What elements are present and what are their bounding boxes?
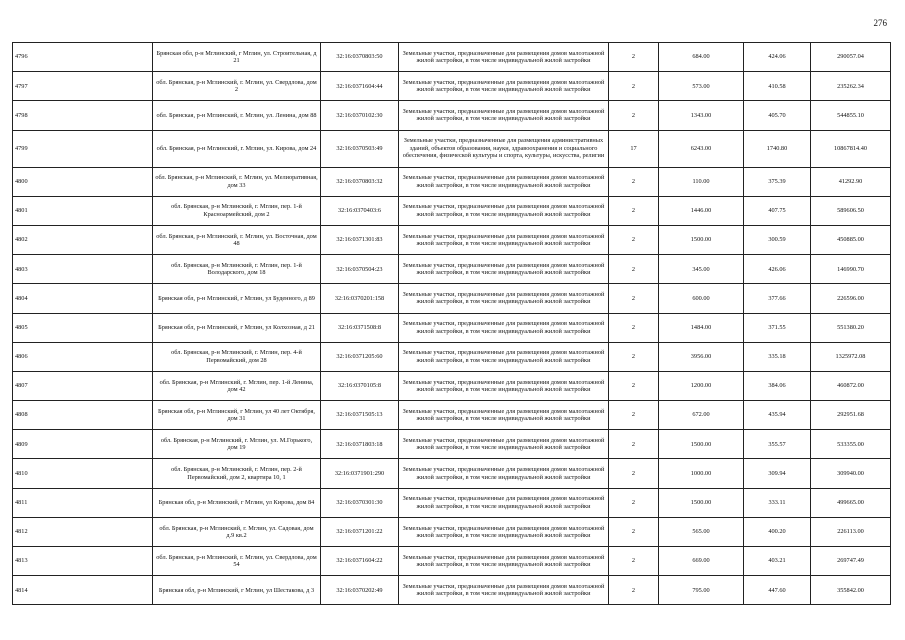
land-use-cell: Земельные участки, предназначенные для размещения домов малоэтажной жилой застройки, в том числе индивидуальной жилой застройки — [399, 342, 609, 371]
group-cell: 2 — [609, 43, 659, 72]
specific-value-cell: 371.55 — [744, 313, 811, 342]
row-number: 4805 — [13, 313, 153, 342]
table-row — [13, 547, 891, 576]
area-cell: 669.00 — [659, 547, 744, 576]
area-cell: 672.00 — [659, 401, 744, 430]
area-cell: 1500.00 — [659, 225, 744, 254]
address-cell: Брянская обл, р-н Мглинский, г Мглин, ул 40 лет Октября, дом 31 — [153, 401, 321, 430]
specific-value-cell: 403.21 — [744, 547, 811, 576]
group-cell: 2 — [609, 255, 659, 284]
cadastral-value-cell: 499665.00 — [811, 488, 891, 517]
specific-value-cell: 400.20 — [744, 517, 811, 546]
cadastral-number-cell: 32:16:0370102:30 — [321, 101, 399, 130]
area-cell: 1500.00 — [659, 430, 744, 459]
cadastral-value-cell: 533355.00 — [811, 430, 891, 459]
table-row — [13, 130, 891, 167]
group-cell: 2 — [609, 342, 659, 371]
cadastral-value-cell: 450885.00 — [811, 225, 891, 254]
specific-value-cell: 333.11 — [744, 488, 811, 517]
area-cell: 1484.00 — [659, 313, 744, 342]
page-number: 276 — [873, 18, 887, 28]
area-cell: 1446.00 — [659, 196, 744, 225]
group-cell: 2 — [609, 72, 659, 101]
address-cell: Брянская обл, р-н Мглинский, г Мглин, ул Шестакова, д 3 — [153, 576, 321, 605]
area-cell: 345.00 — [659, 255, 744, 284]
row-number: 4808 — [13, 401, 153, 430]
address-cell: Брянская обл, р-н Мглинский, г Мглин, ул. Строительная, д 21 — [153, 43, 321, 72]
row-number: 4810 — [13, 459, 153, 488]
table-row — [13, 401, 891, 430]
land-use-cell: Земельные участки, предназначенные для размещения домов малоэтажной жилой застройки, в том числе индивидуальной жилой застройки — [399, 255, 609, 284]
cadastral-number-cell: 32:16:0370202:49 — [321, 576, 399, 605]
land-use-cell: Земельные участки, предназначенные для размещения домов малоэтажной жилой застройки, в том числе индивидуальной жилой застройки — [399, 225, 609, 254]
specific-value-cell: 447.60 — [744, 576, 811, 605]
area-cell: 1343.00 — [659, 101, 744, 130]
cadastral-value-cell: 292951.68 — [811, 401, 891, 430]
row-number: 4807 — [13, 371, 153, 400]
cadastral-value-cell: 235262.34 — [811, 72, 891, 101]
group-cell: 2 — [609, 401, 659, 430]
area-cell: 6243.00 — [659, 130, 744, 167]
land-use-cell: Земельные участки, предназначенные для размещения домов малоэтажной жилой застройки, в том числе индивидуальной жилой застройки — [399, 313, 609, 342]
cadastral-value-cell: 226596.00 — [811, 284, 891, 313]
area-cell: 3956.00 — [659, 342, 744, 371]
cadastral-value-cell: 269747.49 — [811, 547, 891, 576]
cadastral-number-cell: 32:16:0371201:22 — [321, 517, 399, 546]
area-cell: 795.00 — [659, 576, 744, 605]
row-number: 4812 — [13, 517, 153, 546]
address-cell: обл. Брянская, р-н Мглинский, г. Мглин, ул. Свердлова, дом 2 — [153, 72, 321, 101]
table-row — [13, 101, 891, 130]
area-cell: 600.00 — [659, 284, 744, 313]
address-cell: Брянская обл, р-н Мглинский, г Мглин, ул Колхозная, д 21 — [153, 313, 321, 342]
group-cell: 2 — [609, 225, 659, 254]
cadastral-value-cell: 309940.00 — [811, 459, 891, 488]
land-use-cell: Земельные участки, предназначенные для размещения домов малоэтажной жилой застройки, в том числе индивидуальной жилой застройки — [399, 401, 609, 430]
table-row — [13, 72, 891, 101]
table-row — [13, 459, 891, 488]
cadastral-value-cell: 146990.70 — [811, 255, 891, 284]
row-number: 4801 — [13, 196, 153, 225]
specific-value-cell: 405.70 — [744, 101, 811, 130]
specific-value-cell: 435.94 — [744, 401, 811, 430]
cadastral-value-table — [12, 42, 891, 605]
group-cell: 2 — [609, 517, 659, 546]
cadastral-value-cell: 226113.00 — [811, 517, 891, 546]
row-number: 4797 — [13, 72, 153, 101]
group-cell: 2 — [609, 488, 659, 517]
specific-value-cell: 407.75 — [744, 196, 811, 225]
land-use-cell: Земельные участки, предназначенные для размещения домов малоэтажной жилой застройки, в том числе индивидуальной жилой застройки — [399, 547, 609, 576]
group-cell: 2 — [609, 284, 659, 313]
area-cell: 1200.00 — [659, 371, 744, 400]
land-use-cell: Земельные участки, предназначенные для размещения домов малоэтажной жилой застройки, в том числе индивидуальной жилой застройки — [399, 576, 609, 605]
cadastral-number-cell: 32:16:0371301:83 — [321, 225, 399, 254]
cadastral-number-cell: 32:16:0371205:60 — [321, 342, 399, 371]
specific-value-cell: 300.59 — [744, 225, 811, 254]
table-row — [13, 43, 891, 72]
group-cell: 17 — [609, 130, 659, 167]
table-row — [13, 255, 891, 284]
cadastral-value-cell: 10867814.40 — [811, 130, 891, 167]
land-use-cell: Земельные участки, предназначенные для размещения домов малоэтажной жилой застройки, в том числе индивидуальной жилой застройки — [399, 430, 609, 459]
area-cell: 573.00 — [659, 72, 744, 101]
group-cell: 2 — [609, 196, 659, 225]
land-use-cell: Земельные участки, предназначенные для размещения домов малоэтажной жилой застройки, в том числе индивидуальной жилой застройки — [399, 459, 609, 488]
address-cell: обл. Брянская, р-н Мглинский, г. Мглин, ул. Кирова, дом 24 — [153, 130, 321, 167]
address-cell: обл. Брянская, р-н Мглинский, г. Мглин, ул. Восточная, дом 48 — [153, 225, 321, 254]
table-row — [13, 371, 891, 400]
table-row — [13, 342, 891, 371]
address-cell: обл. Брянская, р-н Мглинский, г. Мглин, пер. 4-й Первомайский, дом 28 — [153, 342, 321, 371]
group-cell: 2 — [609, 167, 659, 196]
table-row — [13, 225, 891, 254]
cadastral-value-cell: 589606.50 — [811, 196, 891, 225]
group-cell: 2 — [609, 547, 659, 576]
table-row — [13, 488, 891, 517]
table-body — [13, 43, 891, 605]
cadastral-value-cell: 290057.04 — [811, 43, 891, 72]
cadastral-value-cell: 41292.90 — [811, 167, 891, 196]
cadastral-value-cell: 1325972.08 — [811, 342, 891, 371]
specific-value-cell: 335.18 — [744, 342, 811, 371]
address-cell: обл. Брянская, р-н Мглинский, г. Мглин, пер. 2-й Первомайский, дом 2, квартира 10, 1 — [153, 459, 321, 488]
cadastral-number-cell: 32:16:0371604:44 — [321, 72, 399, 101]
cadastral-value-cell: 551380.20 — [811, 313, 891, 342]
group-cell: 2 — [609, 459, 659, 488]
group-cell: 2 — [609, 101, 659, 130]
table-row — [13, 576, 891, 605]
cadastral-number-cell: 32:16:0370803:50 — [321, 43, 399, 72]
land-use-cell: Земельные участки, предназначенные для размещения административных зданий, объектов образования, науки, здравоохранения и социального обеспечения, физической культуры и спорта, культуры, искусства, религии — [399, 130, 609, 167]
address-cell: обл. Брянская, р-н Мглинский, г. Мглин, пер. 1-й Красноармейский, дом 2 — [153, 196, 321, 225]
land-use-cell: Земельные участки, предназначенные для размещения домов малоэтажной жилой застройки, в том числе индивидуальной жилой застройки — [399, 284, 609, 313]
group-cell: 2 — [609, 430, 659, 459]
address-cell: Брянская обл, р-н Мглинский, г Мглин, ул Кирова, дом 84 — [153, 488, 321, 517]
land-use-cell: Земельные участки, предназначенные для размещения домов малоэтажной жилой застройки, в том числе индивидуальной жилой застройки — [399, 101, 609, 130]
row-number: 4804 — [13, 284, 153, 313]
land-use-cell: Земельные участки, предназначенные для размещения домов малоэтажной жилой застройки, в том числе индивидуальной жилой застройки — [399, 43, 609, 72]
address-cell: обл. Брянская, р-н Мглинский, г. Мглин, ул. Свердлова, дом 54 — [153, 547, 321, 576]
row-number: 4803 — [13, 255, 153, 284]
table-row — [13, 284, 891, 313]
area-cell: 1000.00 — [659, 459, 744, 488]
address-cell: обл. Брянская, р-н Мглинский, г. Мглин, ул. М.Горького, дом 19 — [153, 430, 321, 459]
area-cell: 684.00 — [659, 43, 744, 72]
row-number: 4796 — [13, 43, 153, 72]
specific-value-cell: 309.94 — [744, 459, 811, 488]
cadastral-number-cell: 32:16:0370504:23 — [321, 255, 399, 284]
group-cell: 2 — [609, 576, 659, 605]
row-number: 4806 — [13, 342, 153, 371]
specific-value-cell: 1740.80 — [744, 130, 811, 167]
land-use-cell: Земельные участки, предназначенные для размещения домов малоэтажной жилой застройки, в том числе индивидуальной жилой застройки — [399, 517, 609, 546]
row-number: 4813 — [13, 547, 153, 576]
cadastral-number-cell: 32:16:0370803:32 — [321, 167, 399, 196]
cadastral-value-cell: 355842.00 — [811, 576, 891, 605]
row-number: 4809 — [13, 430, 153, 459]
table-row — [13, 517, 891, 546]
specific-value-cell: 424.06 — [744, 43, 811, 72]
cadastral-number-cell: 32:16:0371604:22 — [321, 547, 399, 576]
cadastral-number-cell: 32:16:0371803:18 — [321, 430, 399, 459]
cadastral-number-cell: 32:16:0371901:290 — [321, 459, 399, 488]
group-cell: 2 — [609, 371, 659, 400]
group-cell: 2 — [609, 313, 659, 342]
land-use-cell: Земельные участки, предназначенные для размещения домов малоэтажной жилой застройки, в том числе индивидуальной жилой застройки — [399, 72, 609, 101]
land-use-cell: Земельные участки, предназначенные для размещения домов малоэтажной жилой застройки, в том числе индивидуальной жилой застройки — [399, 488, 609, 517]
address-cell: обл. Брянская, р-н Мглинский, г. Мглин, пер. 1-й Ленина, дом 42 — [153, 371, 321, 400]
land-use-cell: Земельные участки, предназначенные для размещения домов малоэтажной жилой застройки, в том числе индивидуальной жилой застройки — [399, 196, 609, 225]
row-number: 4802 — [13, 225, 153, 254]
row-number: 4811 — [13, 488, 153, 517]
area-cell: 110.00 — [659, 167, 744, 196]
cadastral-number-cell: 32:16:0370403:6 — [321, 196, 399, 225]
row-number: 4798 — [13, 101, 153, 130]
land-use-cell: Земельные участки, предназначенные для размещения домов малоэтажной жилой застройки, в том числе индивидуальной жилой застройки — [399, 167, 609, 196]
cadastral-number-cell: 32:16:0370105:8 — [321, 371, 399, 400]
row-number: 4799 — [13, 130, 153, 167]
address-cell: обл. Брянская, р-н Мглинский, г. Мглин, ул. Ленина, дом 88 — [153, 101, 321, 130]
cadastral-number-cell: 32:16:0370503:49 — [321, 130, 399, 167]
cadastral-number-cell: 32:16:0371508:8 — [321, 313, 399, 342]
table-row — [13, 430, 891, 459]
cadastral-value-cell: 544855.10 — [811, 101, 891, 130]
cadastral-number-cell: 32:16:0370201:158 — [321, 284, 399, 313]
specific-value-cell: 426.06 — [744, 255, 811, 284]
specific-value-cell: 384.06 — [744, 371, 811, 400]
specific-value-cell: 410.58 — [744, 72, 811, 101]
address-cell: обл. Брянская, р-н Мглинский, г. Мглин, ул. Мелиоративная, дом 33 — [153, 167, 321, 196]
land-use-cell: Земельные участки, предназначенные для размещения домов малоэтажной жилой застройки, в том числе индивидуальной жилой застройки — [399, 371, 609, 400]
address-cell: обл. Брянская, р-н Мглинский, г. Мглин, ул. Садовая, дом д.9 кв.2 — [153, 517, 321, 546]
area-cell: 1500.00 — [659, 488, 744, 517]
row-number: 4814 — [13, 576, 153, 605]
table-row — [13, 196, 891, 225]
cadastral-number-cell: 32:16:0370301:30 — [321, 488, 399, 517]
table-row — [13, 313, 891, 342]
area-cell: 565.00 — [659, 517, 744, 546]
specific-value-cell: 355.57 — [744, 430, 811, 459]
cadastral-value-cell: 460872.00 — [811, 371, 891, 400]
specific-value-cell: 375.39 — [744, 167, 811, 196]
row-number: 4800 — [13, 167, 153, 196]
address-cell: обл. Брянская, р-н Мглинский, г. Мглин, пер. 1-й Володарского, дом 18 — [153, 255, 321, 284]
specific-value-cell: 377.66 — [744, 284, 811, 313]
cadastral-number-cell: 32:16:0371505:13 — [321, 401, 399, 430]
address-cell: Брянская обл, р-н Мглинский, г Мглин, ул Буденного, д 89 — [153, 284, 321, 313]
table-row — [13, 167, 891, 196]
